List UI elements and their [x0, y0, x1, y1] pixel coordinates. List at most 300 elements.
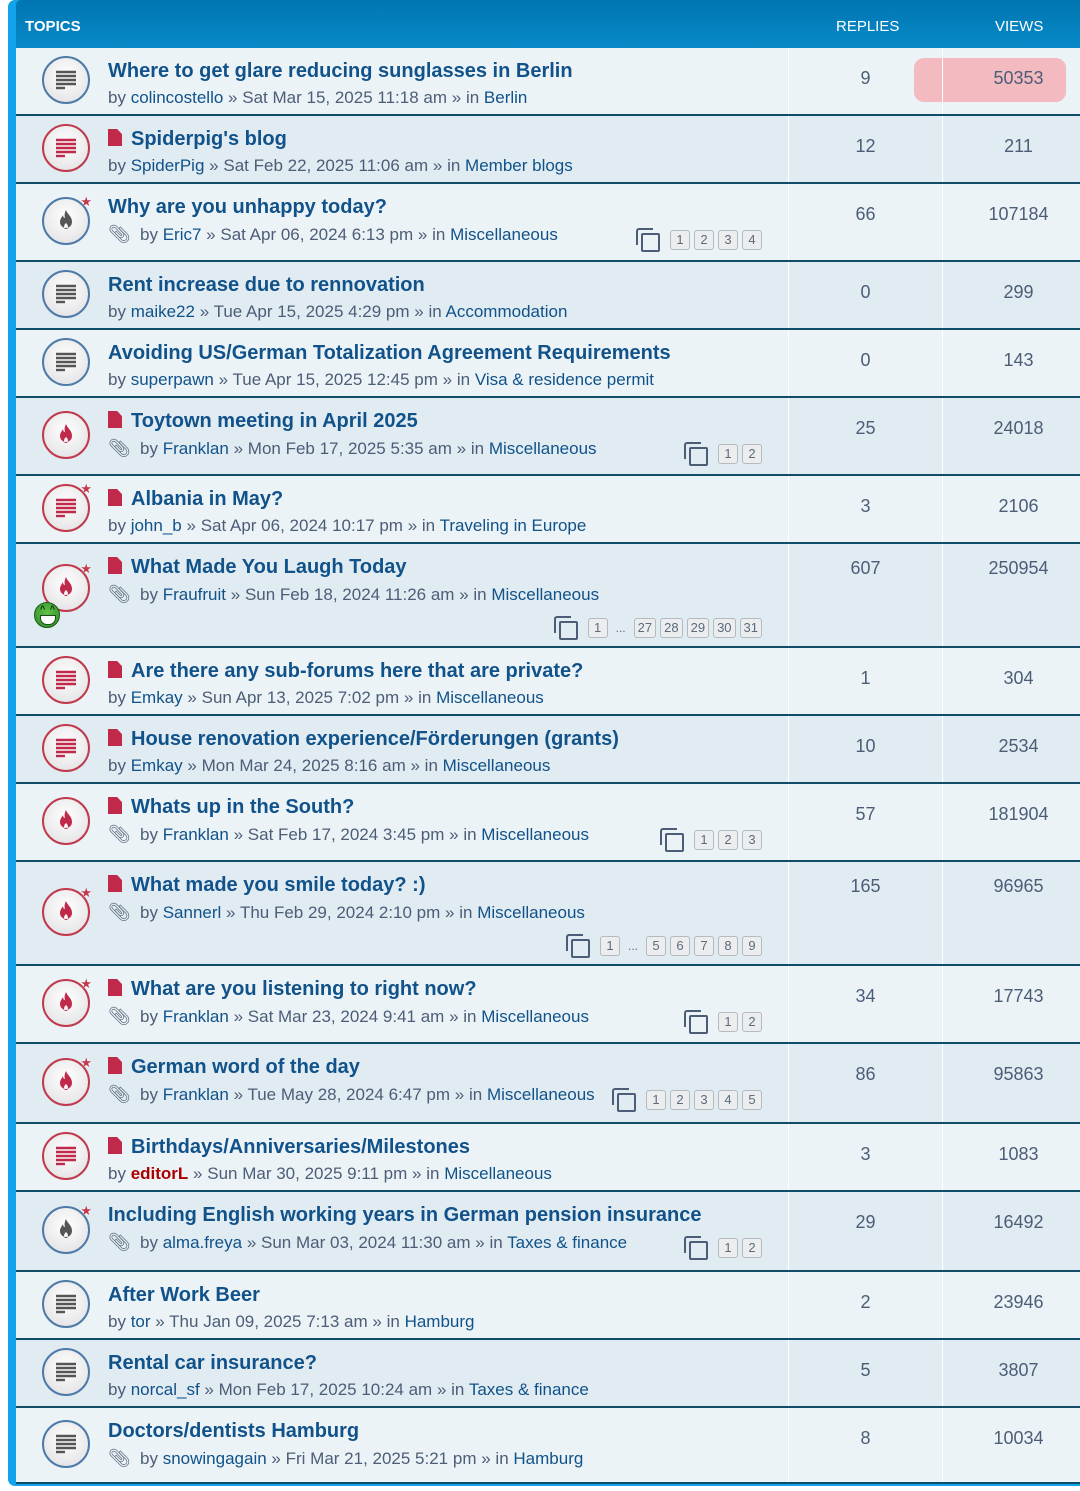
- star-icon: ★: [80, 885, 92, 900]
- paperclip-icon: 📎︎: [108, 1006, 131, 1026]
- topic-meta: 📎︎ by snowingagain » Fri Mar 21, 2025 5:21 pm » in Hamburg: [108, 1448, 584, 1468]
- topic-date: Sun Apr 13, 2025 7:02 pm: [201, 688, 400, 707]
- views-count: 16492: [993, 1212, 1044, 1232]
- topic-date: Sun Feb 18, 2024 11:26 am: [244, 585, 455, 604]
- page-link[interactable]: 1: [670, 230, 690, 250]
- page-link[interactable]: 27: [634, 618, 656, 638]
- topic-author-link[interactable]: Franklan: [162, 1007, 229, 1026]
- topic-pagination: [612, 1088, 762, 1112]
- replies-cell: [788, 648, 942, 714]
- topic-title-link[interactable]: Toytown meeting in April 2025: [131, 410, 418, 432]
- topic-hot-unread-icon: [42, 1055, 92, 1106]
- views-count: 1083: [998, 1144, 1039, 1164]
- topic-forum-link[interactable]: Miscellaneous: [442, 756, 551, 775]
- unread-post-icon[interactable]: [108, 979, 122, 996]
- replies-count: 57: [855, 804, 876, 824]
- topic-author-link[interactable]: maike22: [130, 302, 195, 321]
- topic-date: Sat Feb 22, 2025 11:06 am: [223, 156, 429, 175]
- page-link[interactable]: 30: [713, 618, 735, 638]
- views-cell: [942, 1408, 1080, 1482]
- unread-post-icon[interactable]: [108, 1137, 122, 1154]
- paperclip-icon: 📎︎: [108, 1448, 131, 1468]
- topic-forum-link[interactable]: Traveling in Europe: [439, 516, 587, 535]
- topic-forum-link[interactable]: Visa & residence permit: [474, 370, 655, 389]
- topic-date: Thu Jan 09, 2025 7:13 am: [169, 1312, 368, 1331]
- replies-count: 2: [860, 1292, 871, 1312]
- topic-forum-link[interactable]: Taxes & finance: [468, 1380, 589, 1399]
- topic-unread-icon: [42, 1132, 90, 1180]
- views-cell: [942, 1124, 1080, 1190]
- topic-title-link[interactable]: Birthdays/Anniversaries/Milestones: [131, 1136, 471, 1158]
- topic-date: Mon Mar 24, 2025 8:16 am: [201, 756, 406, 775]
- page-link[interactable]: 2: [670, 1090, 690, 1110]
- page-link[interactable]: 29: [687, 618, 709, 638]
- topic-date: Sat Mar 15, 2025 11:18 am: [242, 88, 448, 107]
- topic-title-line: [108, 874, 425, 897]
- replies-count: 607: [850, 558, 881, 578]
- topic-date: Thu Feb 29, 2024 2:10 pm: [239, 903, 441, 922]
- topic-forum-link[interactable]: Hamburg: [513, 1449, 584, 1468]
- topic-meta: 📎︎ by Eric7 » Sat Apr 06, 2024 6:13 pm » in Miscellaneous: [108, 224, 558, 244]
- unread-post-icon[interactable]: [108, 489, 122, 506]
- topic-title-line: [108, 556, 407, 579]
- topic-author-link[interactable]: Franklan: [162, 439, 229, 458]
- topic-row[interactable]: [16, 1340, 1080, 1408]
- topic-read-icon: [42, 1420, 90, 1468]
- replies-cell: [788, 476, 942, 542]
- topic-date: Sat Apr 06, 2024 10:17 pm: [200, 516, 403, 535]
- topic-meta: by norcal_sf » Mon Feb 17, 2025 10:24 am » in Taxes & finance: [108, 1380, 589, 1399]
- views-count: 50353: [993, 68, 1044, 88]
- topic-meta: by tor » Thu Jan 09, 2025 7:13 am » in Hamburg: [108, 1312, 475, 1331]
- topic-title-link[interactable]: What Made You Laugh Today: [131, 556, 407, 578]
- topic-title-line: [108, 1420, 359, 1443]
- topic-date: Sat Apr 06, 2024 6:13 pm: [220, 225, 414, 244]
- topic-hot-read-icon: [42, 194, 92, 245]
- replies-count: 10: [855, 736, 876, 756]
- views-count: 304: [1003, 668, 1034, 688]
- views-count: 96965: [993, 876, 1044, 896]
- page-link[interactable]: 1: [718, 444, 738, 464]
- topic-title-line: [108, 274, 425, 297]
- topic-title-line: [108, 1136, 470, 1159]
- topic-forum-link[interactable]: Miscellaneous: [477, 903, 585, 922]
- topic-meta: by Emkay » Sun Apr 13, 2025 7:02 pm » in Miscellaneous: [108, 688, 544, 707]
- topic-author-link[interactable]: Emkay: [130, 756, 183, 775]
- views-count: 2106: [998, 496, 1039, 516]
- replies-count: 66: [855, 204, 876, 224]
- replies-count: 8: [860, 1428, 871, 1448]
- views-count: 143: [1003, 350, 1034, 370]
- replies-cell: [788, 48, 942, 114]
- star-icon: ★: [80, 194, 92, 209]
- star-icon: ★: [80, 976, 92, 991]
- topic-date: Sat Mar 23, 2024 9:41 am: [247, 1007, 445, 1026]
- views-cell: [942, 784, 1080, 860]
- replies-cell: [788, 116, 942, 182]
- unread-post-icon[interactable]: [108, 797, 122, 814]
- unread-post-icon[interactable]: [108, 129, 122, 146]
- unread-post-icon[interactable]: [108, 729, 122, 746]
- page-link[interactable]: 1: [694, 830, 714, 850]
- topics-header: [16, 0, 1080, 48]
- replies-count: 34: [855, 986, 876, 1006]
- topic-read-icon: [42, 1280, 90, 1328]
- topic-forum-link[interactable]: Miscellaneous: [436, 688, 544, 707]
- topic-author-link[interactable]: norcal_sf: [130, 1380, 200, 1399]
- topic-pagination: [684, 1236, 762, 1260]
- topic-forum-link[interactable]: Hamburg: [404, 1312, 475, 1331]
- topic-forum-link[interactable]: Miscellaneous: [481, 1007, 589, 1026]
- topic-meta: by superpawn » Tue Apr 15, 2025 12:45 pm » in Visa & residence permit: [108, 370, 655, 389]
- topic-title-link[interactable]: Whats up in the South?: [131, 796, 355, 818]
- topic-pagination: [684, 1010, 762, 1034]
- page-link[interactable]: 1: [588, 618, 608, 638]
- replies-count: 86: [855, 1064, 876, 1084]
- topic-row[interactable]: [16, 1044, 1080, 1124]
- page-link[interactable]: 1: [600, 936, 620, 956]
- grin-smiley-icon: [34, 602, 60, 628]
- views-cell: [942, 116, 1080, 182]
- header-replies: REPLIES: [836, 18, 900, 35]
- topic-date: Tue Apr 15, 2025 4:29 pm: [213, 302, 410, 321]
- views-count: 211: [1004, 136, 1033, 156]
- pagination-icon: [684, 1236, 708, 1260]
- paperclip-icon: 📎︎: [108, 438, 131, 458]
- topic-row[interactable]: [16, 262, 1080, 330]
- topic-author-link[interactable]: editorL: [130, 1164, 189, 1183]
- unread-post-icon[interactable]: [108, 411, 122, 428]
- topic-author-link[interactable]: SpiderPig: [130, 156, 205, 175]
- page-link[interactable]: 1: [646, 1090, 666, 1110]
- page-link[interactable]: 5: [742, 1090, 762, 1110]
- topic-forum-link[interactable]: Berlin: [483, 88, 528, 107]
- topic-author-link[interactable]: colincostello: [130, 88, 224, 107]
- topic-hot-unread-icon: [42, 976, 92, 1027]
- views-cell: [942, 1272, 1080, 1338]
- views-cell: [942, 330, 1080, 396]
- unread-post-icon[interactable]: [108, 875, 122, 892]
- paperclip-icon: 📎︎: [108, 1084, 131, 1104]
- topic-row[interactable]: [16, 544, 1080, 648]
- pagination-icon: [684, 442, 708, 466]
- replies-count: 0: [860, 282, 871, 302]
- topic-title-line: [108, 128, 287, 151]
- views-cell: [942, 1192, 1080, 1270]
- topic-unread-icon: [42, 481, 92, 532]
- topic-row[interactable]: [16, 330, 1080, 398]
- views-cell: [942, 648, 1080, 714]
- views-cell: [942, 476, 1080, 542]
- header-topics: TOPICS: [25, 18, 81, 35]
- topic-row[interactable]: [16, 1272, 1080, 1340]
- page-link[interactable]: 3: [694, 1090, 714, 1110]
- topic-list: [16, 48, 1080, 1484]
- replies-count: 3: [860, 1144, 871, 1164]
- star-icon: ★: [80, 1203, 92, 1218]
- topic-meta: by SpiderPig » Sat Feb 22, 2025 11:06 am » in Member blogs: [108, 156, 573, 175]
- topics-panel: [8, 0, 1080, 1486]
- topic-hot-unread-icon: [42, 411, 90, 459]
- topic-row[interactable]: [16, 784, 1080, 862]
- topic-author-link[interactable]: Franklan: [162, 825, 229, 844]
- topic-author-link[interactable]: tor: [130, 1312, 151, 1331]
- views-count: 3807: [998, 1360, 1039, 1380]
- topic-row[interactable]: [16, 476, 1080, 544]
- topic-author-link[interactable]: Franklan: [162, 1085, 229, 1104]
- views-cell: [942, 966, 1080, 1042]
- topic-forum-link[interactable]: Taxes & finance: [507, 1233, 628, 1252]
- views-count: 250954: [988, 558, 1049, 578]
- topic-meta: by Emkay » Mon Mar 24, 2025 8:16 am » in Miscellaneous: [108, 756, 551, 775]
- topic-row[interactable]: [16, 398, 1080, 476]
- topic-row[interactable]: [16, 116, 1080, 184]
- topic-meta: 📎︎ by Franklan » Sat Mar 23, 2024 9:41 am » in Miscellaneous: [108, 1006, 589, 1026]
- pagination-icon: [660, 828, 684, 852]
- topic-title-line: [108, 1284, 260, 1307]
- views-cell: [942, 544, 1080, 646]
- replies-cell: [788, 1192, 942, 1270]
- page-link[interactable]: 1: [718, 1012, 738, 1032]
- topic-date: Mon Feb 17, 2025 5:35 am: [247, 439, 452, 458]
- topic-date: Fri Mar 21, 2025 5:21 pm: [285, 1449, 477, 1468]
- replies-cell: [788, 784, 942, 860]
- topic-title-line: [108, 410, 418, 433]
- topic-row[interactable]: [16, 716, 1080, 784]
- topic-meta: 📎︎ by alma.freya » Sun Mar 03, 2024 11:30 am » in Taxes & finance: [108, 1232, 628, 1252]
- topic-row[interactable]: [16, 48, 1080, 116]
- replies-cell: [788, 398, 942, 474]
- views-count: 2534: [998, 736, 1039, 756]
- topic-title-line: [108, 342, 671, 365]
- topic-author-link[interactable]: Emkay: [130, 688, 183, 707]
- topic-read-icon: [42, 1348, 90, 1396]
- topic-title-link[interactable]: Where to get glare reducing sunglasses in Berlin: [108, 60, 573, 82]
- pagination-ellipsis: ...: [615, 621, 626, 635]
- topic-read-icon: [42, 56, 90, 104]
- page-link[interactable]: 2: [694, 230, 714, 250]
- replies-cell: [788, 184, 942, 260]
- replies-count: 25: [855, 418, 876, 438]
- topic-pagination: [636, 228, 762, 252]
- paperclip-icon: 📎︎: [108, 584, 131, 604]
- page-link[interactable]: 2: [742, 444, 762, 464]
- page-link[interactable]: 8: [718, 936, 738, 956]
- views-cell: [942, 862, 1080, 964]
- pagination-icon: [636, 228, 660, 252]
- topic-meta: 📎︎ by Franklan » Tue May 28, 2024 6:47 pm » in Miscellaneous: [108, 1084, 595, 1104]
- replies-cell: [788, 1340, 942, 1406]
- topic-title-line: [108, 488, 283, 511]
- topic-title-line: [108, 1352, 317, 1375]
- page-link[interactable]: 7: [694, 936, 714, 956]
- views-count: 181904: [988, 804, 1049, 824]
- topic-row[interactable]: [16, 862, 1080, 966]
- topic-unread-icon: [42, 656, 90, 704]
- replies-cell: [788, 716, 942, 782]
- topic-date: Sun Mar 03, 2024 11:30 am: [261, 1233, 471, 1252]
- topic-title-line: [108, 978, 477, 1001]
- topic-title-link[interactable]: Including English working years in German pension insurance: [108, 1204, 702, 1226]
- replies-count: 12: [855, 136, 876, 156]
- topic-title-link[interactable]: Rental car insurance?: [108, 1352, 317, 1374]
- topic-date: Sat Feb 17, 2024 3:45 pm: [247, 825, 445, 844]
- page-link[interactable]: 3: [718, 230, 738, 250]
- topic-row[interactable]: [16, 1124, 1080, 1192]
- views-count: 95863: [993, 1064, 1044, 1084]
- page-link[interactable]: 9: [742, 936, 762, 956]
- topic-title-line: [108, 796, 354, 819]
- topic-author-link[interactable]: Fraufruit: [162, 585, 226, 604]
- unread-post-icon[interactable]: [108, 1057, 122, 1074]
- views-count: 10034: [993, 1428, 1044, 1448]
- paperclip-icon: 📎︎: [108, 1232, 131, 1252]
- replies-count: 165: [850, 876, 881, 896]
- replies-cell: [788, 1408, 942, 1482]
- topic-pagination: [566, 934, 762, 958]
- replies-count: 5: [860, 1360, 871, 1380]
- pagination-icon: [684, 1010, 708, 1034]
- topic-meta: by editorL » Sun Mar 30, 2025 9:11 pm » in Miscellaneous: [108, 1164, 552, 1183]
- views-count: 23946: [993, 1292, 1044, 1312]
- pagination-icon: [566, 934, 590, 958]
- topic-author-link[interactable]: snowingagain: [162, 1449, 267, 1468]
- views-count: 299: [1003, 282, 1034, 302]
- replies-cell: [788, 862, 942, 964]
- star-icon: ★: [80, 1055, 92, 1070]
- replies-count: 29: [855, 1212, 876, 1232]
- topic-author-link[interactable]: superpawn: [130, 370, 214, 389]
- replies-cell: [788, 330, 942, 396]
- topic-title-line: [108, 60, 573, 83]
- views-cell: [942, 262, 1080, 328]
- pagination-icon: [612, 1088, 636, 1112]
- topic-author-link[interactable]: alma.freya: [162, 1233, 243, 1252]
- topic-author-link[interactable]: john_b: [130, 516, 182, 535]
- page-link[interactable]: 5: [646, 936, 666, 956]
- topic-title-link[interactable]: German word of the day: [131, 1056, 360, 1078]
- page-link[interactable]: 6: [670, 936, 690, 956]
- unread-post-icon[interactable]: [108, 661, 122, 678]
- page-link[interactable]: 3: [742, 830, 762, 850]
- page-link[interactable]: 28: [660, 618, 682, 638]
- star-icon: ★: [80, 561, 92, 576]
- topic-forum-link[interactable]: Miscellaneous: [491, 585, 600, 604]
- topic-title-link[interactable]: What are you listening to right now?: [131, 978, 477, 1000]
- topic-title-link[interactable]: Doctors/dentists Hamburg: [108, 1420, 360, 1442]
- replies-cell: [788, 966, 942, 1042]
- topic-forum-link[interactable]: Miscellaneous: [486, 1085, 595, 1104]
- topic-title-link[interactable]: Why are you unhappy today?: [108, 196, 387, 218]
- replies-count: 1: [860, 668, 871, 688]
- topic-date: Sun Mar 30, 2025 9:11 pm: [207, 1164, 408, 1183]
- page-link[interactable]: 31: [740, 618, 762, 638]
- topic-row[interactable]: [16, 648, 1080, 716]
- topic-title-link[interactable]: Rent increase due to rennovation: [108, 274, 425, 296]
- topic-title-link[interactable]: House renovation experience/Förderungen (grants): [131, 728, 619, 750]
- topic-forum-link[interactable]: Miscellaneous: [444, 1164, 552, 1183]
- page-link[interactable]: 2: [718, 830, 738, 850]
- topic-row[interactable]: [16, 184, 1080, 262]
- topic-unread-icon: [42, 724, 90, 772]
- replies-cell: [788, 1272, 942, 1338]
- topic-forum-link[interactable]: Miscellaneous: [481, 825, 590, 844]
- views-cell: [942, 48, 1080, 114]
- topic-title-line: [108, 1204, 701, 1227]
- topic-title-line: [108, 196, 387, 219]
- paperclip-icon: 📎︎: [108, 902, 131, 922]
- topic-title-link[interactable]: Albania in May?: [131, 488, 284, 510]
- topic-read-icon: [42, 270, 90, 318]
- topic-meta: by john_b » Sat Apr 06, 2024 10:17 pm » in Traveling in Europe: [108, 516, 587, 535]
- unread-post-icon[interactable]: [108, 557, 122, 574]
- topic-meta: 📎︎ by Sannerl » Thu Feb 29, 2024 2:10 pm » in Miscellaneous: [108, 902, 585, 922]
- topic-date: Mon Feb 17, 2025 10:24 am: [218, 1380, 433, 1399]
- topic-title-line: [108, 728, 619, 751]
- replies-cell: [788, 1124, 942, 1190]
- page-link[interactable]: 4: [718, 1090, 738, 1110]
- views-cell: [942, 1044, 1080, 1122]
- topic-forum-link[interactable]: Miscellaneous: [488, 439, 597, 458]
- views-count: 107184: [988, 204, 1049, 224]
- topic-author-link[interactable]: Eric7: [162, 225, 202, 244]
- paperclip-icon: 📎︎: [108, 224, 131, 244]
- replies-count: 0: [860, 350, 871, 370]
- views-count: 17743: [993, 986, 1044, 1006]
- topic-row[interactable]: [16, 1192, 1080, 1272]
- topic-title-link[interactable]: What made you smile today? :): [131, 874, 426, 896]
- topic-forum-link[interactable]: Accommodation: [445, 302, 568, 321]
- page-link[interactable]: 4: [742, 230, 762, 250]
- topic-date: Tue Apr 15, 2025 12:45 pm: [232, 370, 438, 389]
- topic-meta: 📎︎ by Franklan » Sat Feb 17, 2024 3:45 pm » in Miscellaneous: [108, 824, 590, 844]
- pagination-icon: [554, 616, 578, 640]
- topic-forum-link[interactable]: Member blogs: [465, 156, 573, 175]
- views-cell: [942, 1340, 1080, 1406]
- topic-meta: by maike22 » Tue Apr 15, 2025 4:29 pm » in Accommodation: [108, 302, 568, 321]
- topic-row[interactable]: [16, 966, 1080, 1044]
- topic-hot-unread-icon: [42, 797, 90, 845]
- topic-title-link[interactable]: Spiderpig's blog: [131, 128, 287, 150]
- header-views: VIEWS: [995, 18, 1044, 35]
- topic-title-link[interactable]: Avoiding US/German Totalization Agreement Requirements: [108, 342, 671, 364]
- topic-pagination: [660, 828, 762, 852]
- page-link[interactable]: 1: [718, 1238, 738, 1258]
- topic-title-link[interactable]: After Work Beer: [108, 1284, 260, 1306]
- paperclip-icon: 📎︎: [108, 824, 131, 844]
- topic-title-line: [108, 660, 583, 683]
- page-link[interactable]: 2: [742, 1238, 762, 1258]
- views-cell: [942, 184, 1080, 260]
- topic-meta: 📎︎ by Fraufruit » Sun Feb 18, 2024 11:26 am » in Miscellaneous: [108, 584, 600, 604]
- topic-date: Tue May 28, 2024 6:47 pm: [247, 1085, 451, 1104]
- topic-pagination: [684, 442, 762, 466]
- topic-forum-link[interactable]: Miscellaneous: [450, 225, 558, 244]
- replies-count: 3: [860, 496, 871, 516]
- views-cell: [942, 398, 1080, 474]
- views-count: 24018: [993, 418, 1044, 438]
- topic-author-link[interactable]: Sannerl: [162, 903, 222, 922]
- topic-meta: by colincostello » Sat Mar 15, 2025 11:18 am » in Berlin: [108, 88, 528, 107]
- topic-row[interactable]: [16, 1408, 1080, 1484]
- page-link[interactable]: 2: [742, 1012, 762, 1032]
- topic-title-link[interactable]: Are there any sub-forums here that are private?: [131, 660, 584, 682]
- star-icon: ★: [80, 481, 92, 496]
- topic-hot-read-icon: [42, 1203, 92, 1254]
- replies-cell: [788, 544, 942, 646]
- topic-read-icon: [42, 338, 90, 386]
- topic-pagination: [554, 616, 762, 640]
